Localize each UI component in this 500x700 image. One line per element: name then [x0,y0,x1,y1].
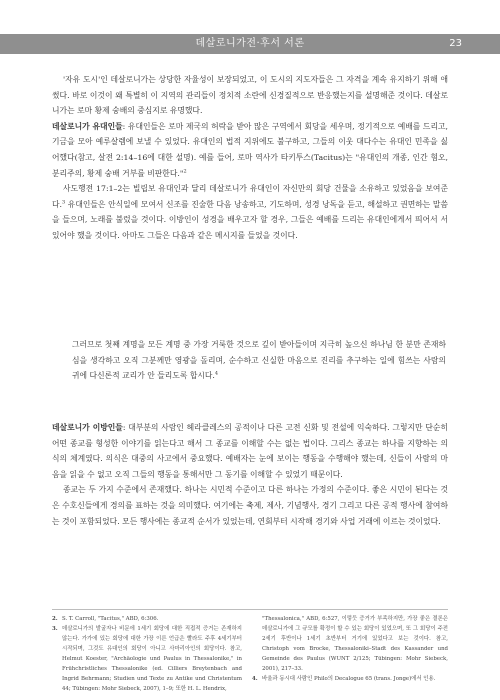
footnote-divider [52,609,448,610]
paragraph-free-city: '자유 도시'인 데살로니가는 상당한 자율성이 보장되었고, 이 도시의 지도자들은 그 자격을 계속 유지하기 위해 애썼다. 바로 이것이 왜 특별히 이 지역의 관리들이 정치적 소란에 신경질적으로 반응했는지를 설명해준 것이다. 데살로니가는 로마 황제 숭배의 중심지로 유명했다. [52,75,448,116]
page-header [0,0,500,66]
footnote-ref-4[interactable]: 4 [214,370,219,377]
paragraph-gentiles [52,420,448,482]
paragraph-acts [52,181,448,243]
term-thessalonian-jews: 데살로니가 유대인들 [52,121,123,131]
footnote-text: S. T. Carroll, "Tacitus," ABD, 6:306. [62,616,159,622]
footnote-number [252,614,262,674]
paragraph-jews-text: : 유대인들은 로마 제국의 허락을 받아 많은 구역에서 회당을 세우며, 정기적으로 예배를 드리고, 기금을 모아 예루살렘에 보낼 수 있었다. 유대인의 법적 지위에도 불구하고, 그들의 이웃 대다수는 유대인 민족을 싫어했다(참고, 살전 2:14–16에 대한 설명). 예를 들어, 로마 역사가 타키투스(Tacitus)는 "유대인의 개종, 인간 혐오, 분리주의, 황제 숭배 거부를 비판한다." [52,121,449,178]
paragraph-jews [52,119,448,181]
footnote-text: 데살로니가의 발굴자나 비문에 1세기 회당에 대한 직접적 증거는 존재하지 않는다. 가가에 있는 회당에 대한 가장 이른 언급은 빨라도 주후 4세기부터 시작되며, 그것도 유대인의 회당이 아니고 사마리아인의 회당이다. 참고, Helmut Koester, "Archäologie und Paulus in Thessalonike," in Frühchristliches Thessalonike (ed. Cilliers Breytenbach and Ingrid Behrmann; Studien und Texte zu Antike und Christentum 44; Tübingen: Mohr Siebeck, 2007), 1–9; 또한 H. L. Hendrix, [62,626,242,692]
footnotes-right-column [252,614,448,694]
footnote-number: 4. [252,676,258,682]
paragraph-gentiles-text: : 대부분의 사람인 헤라클레스의 공적이나 다른 고전 신화 및 전설에 익숙하다. 그렇지만 단순히 어떤 종교를 형성한 이야기를 읽는다고 해서 그 종교를 이해할 수는 없는 법이다. 그리스 종교는 하나를 지향하는 의식의 체계였다. 의식은 대중의 사고에서 중요했다. 예배자는 눈에 보이는 행동을 수행해야 했는데, 신들이 사람의 마음을 읽을 수 없고 오직 그들의 행동을 통해서만 그 동기를 이해할 수 있었기 때문이다. [52,423,448,479]
footnote-2 [52,614,242,624]
footnote-number: 3. [52,626,58,632]
footnote-number: 2. [52,616,58,622]
footnotes [52,614,448,694]
paragraph-acts-text-b: 유대인들은 안식일에 모여서 신조를 진술한 다음 낭송하고, 기도하며, 성경 낭독을 듣고, 해설하고 권면하는 말씀을 들으며, 노래를 불렀을 것이다. 이방인이 성경을 배우고자 할 경우, 그들은 예배를 드리는 유대인에게서 띄어서 서 있어야 했을 것이다. 아마도 그들은 다음과 같은 메시지를 들었을 것이다. [52,199,448,240]
term-thessalonian-gentiles: 데살로니가 이방인들 [52,423,123,432]
footnote-text: 바울과 동시대 사람인 Philo의 Decalogue 65 (trans. Jonge)에서 인용. [262,676,436,682]
footnote-ref-3[interactable]: 3 [62,199,66,206]
paragraph-religion-levels: 종교는 두 가지 수준에서 존재했다. 하나는 시민적 수준이고 다른 하나는 가정의 수준이다. 좋은 시민이 된다는 것은 수호신들에게 경의를 표하는 것을 의미했다. 여기에는 축제, 제사, 기념행사, 경기 그리고 다른 공적 행사에 참여하는 것이 포함되었다. 모든 행사에는 종교적 순서가 있었는데, 연회부터 시작해 경기와 사업 거래에 이르는 것이었다. [52,485,449,526]
footnote-3 [52,624,242,694]
block-quote-text [72,337,446,384]
footnote-text: "Thessalonica," ABD, 6:527, 이렇듯 증거가 부족하지만, 가장 좋은 결론은 데살로니가에 그 규모를 확정이 할 수 있는 회당이 있었으며, 또 그 회당이 주전 2세기 후반이나 1세기 초반부터 거기에 있었다고 보는 것이다. 참고, Christoph vom Brocke, Thessaloniki–Stadt des Kassander und Gemeinde des Paulus (WUNT 2/125; Tübingen: Mohr Siebeck, 2001), 217–33. [262,616,448,672]
footnote-4 [252,674,448,684]
body-section-bottom [52,420,448,529]
block-quote-body: 그러므로 첫째 계명을 모든 계명 중 가장 거룩한 것으로 깊이 받아들이며 지극히 높으신 하나님 한 분만 존재하심을 생각하고 오직 그분께만 영광을 돌리며, 순수하고 신실한 마음으로 진리를 추구하는 일에 힘쓰는 사람의 귀에 다신론적 교리가 안 들리도록 합시다. [72,340,446,381]
body-section-top [52,72,448,244]
block-quote [72,337,446,384]
page-number: 23 [449,38,462,49]
footnotes-left-column [52,614,242,694]
footnote-ref-2[interactable]: 2 [183,167,187,174]
running-title: 데살로니가전‧후서 서론 [195,38,305,49]
paragraph-acts-text-a: 사도행전 17:1–2는 빌립보 유대인과 달리 데살로니가 유대인이 자신만의 회당 건물을 소유하고 있었음을 보여준다. [52,184,448,209]
footnote-3-continued [252,614,448,674]
